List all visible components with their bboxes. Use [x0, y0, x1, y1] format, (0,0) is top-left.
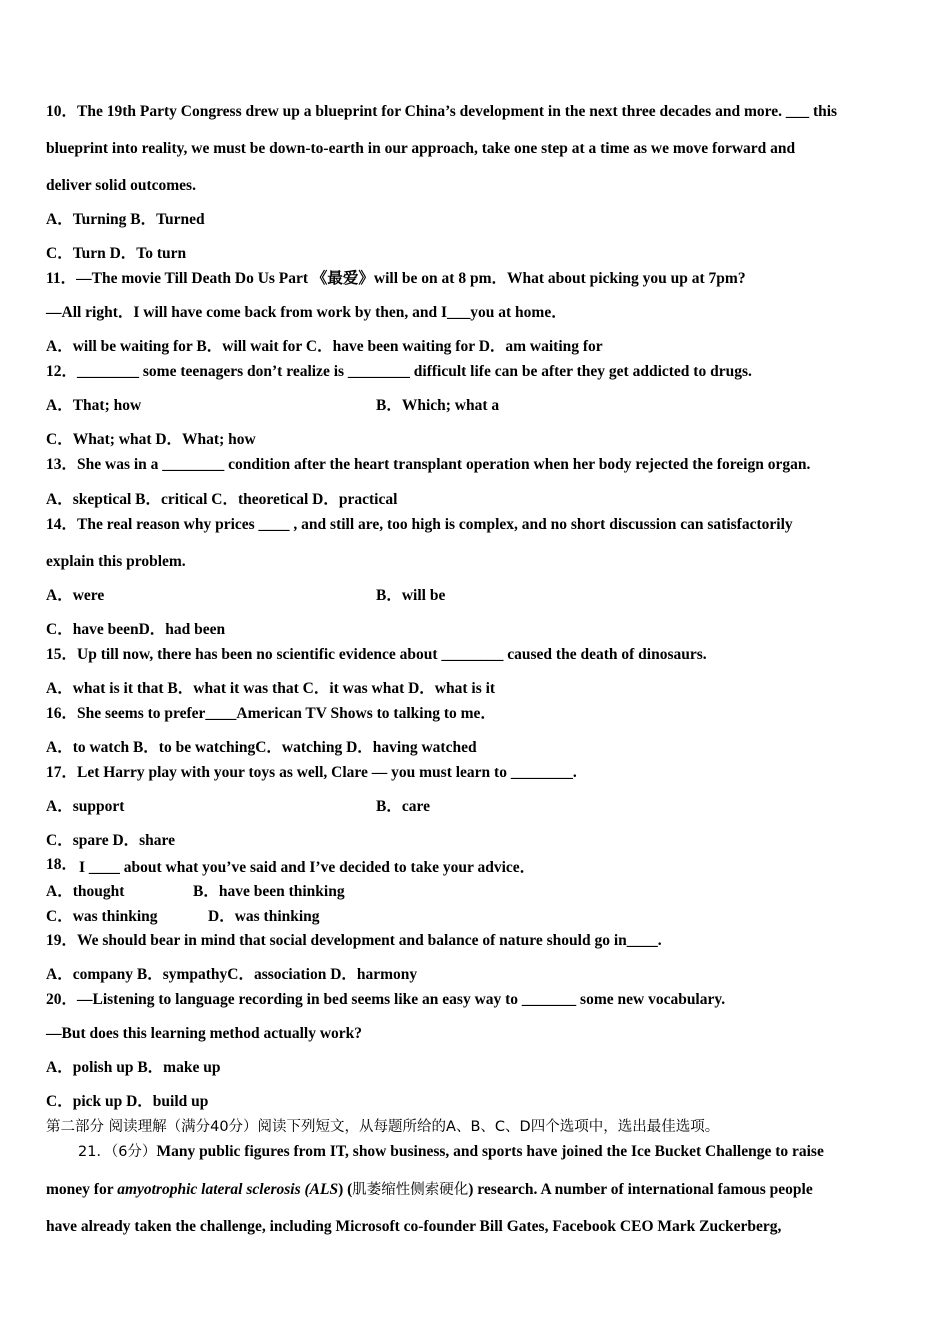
q12-options-cd: C．What; what D．What; how [46, 431, 256, 448]
q21-line-3: have already taken the challenge, including Microsoft co-founder Bill Gates, Facebook CEO Mark Zuckerberg, [46, 1218, 782, 1235]
q11-line-2: —All right．I will have come back from work by then, and I___you at home． [46, 304, 567, 321]
q11-options: A．will be waiting for B．will wait for C．have been waiting for D．am waiting for [46, 338, 603, 355]
q19-options: A．company B．sympathyC．association D．harmony [46, 966, 418, 983]
q21-line-2-c: ) research. A number of international famous people [468, 1181, 813, 1198]
q17-line-1: 17．Let Harry play with your toys as well, Clare — you must learn to ________. [46, 764, 577, 781]
q21-line-1-text: Many public figures from IT, show business, and sports have joined the Ice Bucket Challenge to raise [156, 1143, 824, 1160]
q10-line-2: blueprint into reality, we must be down-to-earth in our approach, take one step at a time as we move forward and [46, 140, 796, 157]
q21-line-2 [46, 1180, 813, 1200]
q14-option-a: A．were [46, 587, 105, 604]
q18-option-a: A．thought [46, 883, 125, 900]
q12-option-a: A．That; how [46, 397, 142, 414]
q12-line-1: 12．________ some teenagers don’t realize is ________ difficult life can be after they get addicted to drugs. [46, 363, 752, 380]
q21-line-2-b: ) ( [338, 1181, 353, 1198]
q20-options-ab: A．polish up B．make up [46, 1059, 221, 1076]
q15-line-1: 15．Up till now, there has been no scientific evidence about ________ caused the death of dinosaurs. [46, 646, 707, 663]
q10-line-3: deliver solid outcomes. [46, 177, 196, 194]
q17-option-b: B．care [376, 798, 430, 815]
q18-option-b: B．have been thinking [193, 883, 345, 900]
q21-line-2-a: money for [46, 1181, 118, 1198]
q20-options-cd: C．pick up D．build up [46, 1093, 209, 1110]
q18-line-1: I ____ about what you’ve said and I’ve decided to take your advice． [79, 859, 536, 876]
q13-line-1: 13．She was in a ________ condition after the heart transplant operation when her body rejected the foreign organ. [46, 456, 811, 473]
q18-number: 18． [46, 856, 78, 873]
q10-options-ab: A．Turning B．Turned [46, 211, 205, 228]
q17-option-a: A．support [46, 798, 125, 815]
q14-options-cd: C．have beenD．had been [46, 621, 226, 638]
q21-line-2-italic: amyotrophic lateral sclerosis (ALS [117, 1181, 339, 1198]
q21-prefix: 21．（6分） [78, 1144, 157, 1160]
q14-option-b: B．will be [376, 587, 446, 604]
q13-options: A．skeptical B．critical C．theoretical D．practical [46, 491, 398, 508]
q14-line-2: explain this problem. [46, 553, 186, 570]
section-2-heading: 第二部分 阅读理解（满分40分）阅读下列短文，从每题所给的A、B、C、D四个选项中，选出最佳选项。 [46, 1119, 720, 1135]
q18-option-d: D．was thinking [208, 908, 320, 925]
q11-line-1: 11．—The movie Till Death Do Us Part 《最爱》will be on at 8 pm．What about picking you up at 7pm? [46, 270, 746, 287]
q16-options: A．to watch B．to be watchingC．watching D．having watched [46, 739, 477, 756]
q20-line-2: —But does this learning method actually work? [46, 1025, 363, 1042]
q18-option-c: C．was thinking [46, 908, 158, 925]
q20-line-1: 20．—Listening to language recording in bed seems like an easy way to _______ some new vocabulary. [46, 991, 726, 1008]
q21-line-2-chinese: 肌萎缩性侧索硬化 [352, 1182, 469, 1198]
q19-line-1: 19．We should bear in mind that social development and balance of nature should go in____. [46, 932, 662, 949]
q12-option-b: B．Which; what a [376, 397, 500, 414]
q16-line-1: 16．She seems to prefer____American TV Shows to talking to me． [46, 705, 496, 722]
q10-options-cd: C．Turn D．To turn [46, 245, 187, 262]
q10-line-1: 10．The 19th Party Congress drew up a blueprint for China’s development in the next three decades and more. ___ this [46, 103, 838, 120]
q15-options: A．what is it that B．what it was that C．it was what D．what is it [46, 680, 496, 697]
q14-line-1: 14．The real reason why prices ____ , and still are, too high is complex, and no short discussion can satisfactorily [46, 516, 793, 533]
q17-options-cd: C．spare D．share [46, 832, 176, 849]
q21-line-1 [78, 1142, 824, 1162]
